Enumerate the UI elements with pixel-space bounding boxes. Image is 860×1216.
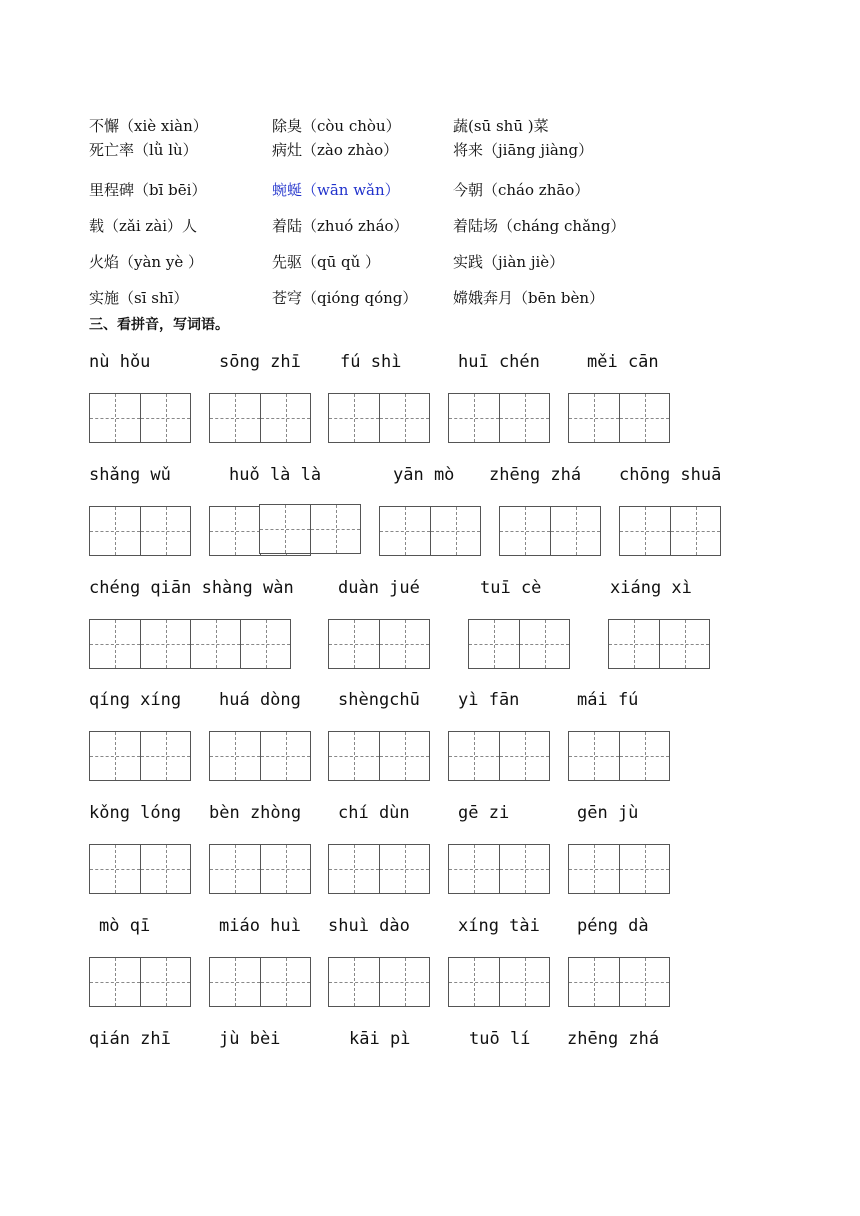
writing-grid[interactable]: [468, 619, 570, 669]
pinyin-label: zhēng zhá: [489, 465, 582, 485]
pinyin-label: qíng xíng: [89, 690, 182, 710]
pinyin-label: bèn zhòng: [209, 803, 302, 823]
pinyin-label: yān mò: [393, 465, 455, 485]
writing-grid[interactable]: [89, 731, 191, 781]
pinyin-label: chōng shuā: [619, 465, 722, 485]
writing-grid[interactable]: [209, 957, 311, 1007]
writing-grid[interactable]: [499, 506, 601, 556]
pinyin-label: duàn jué: [338, 578, 420, 598]
writing-grid[interactable]: [209, 731, 311, 781]
writing-grid[interactable]: [328, 957, 430, 1007]
selection-item: 除臭（còu chòu）: [272, 117, 401, 135]
pinyin-label: tuō lí: [469, 1029, 531, 1049]
selection-item: 将来（jiāng jiàng）: [453, 141, 594, 159]
pinyin-label: xiáng xì: [610, 578, 692, 598]
selection-item: 今朝（cháo zhāo）: [453, 181, 590, 199]
selection-item: 里程碑（bī bēi）: [89, 181, 207, 199]
selection-item: 着陆场（cháng chǎng）: [453, 217, 626, 235]
writing-grid[interactable]: [209, 844, 311, 894]
pinyin-label: kǒng lóng: [89, 803, 182, 823]
selection-item: 着陆（zhuó zháo）: [272, 217, 409, 235]
pinyin-label: xíng tài: [458, 916, 540, 936]
writing-grid[interactable]: [568, 393, 670, 443]
pinyin-label: huī chén: [458, 352, 540, 372]
pinyin-label: mái fú: [577, 690, 639, 710]
selection-item: 苍穹（qióng qóng）: [272, 289, 418, 307]
pinyin-label: péng dà: [577, 916, 649, 936]
selection-item: 火焰（yàn yè ）: [89, 253, 203, 271]
pinyin-label: fú shì: [340, 352, 402, 372]
selection-item: 不懈（xiè xiàn）: [89, 117, 208, 135]
pinyin-label: shuì dào: [328, 916, 410, 936]
selection-item: 死亡率（lǜ lù）: [89, 141, 198, 159]
pinyin-label: miáo huì: [219, 916, 301, 936]
writing-grid[interactable]: [259, 504, 361, 554]
writing-grid[interactable]: [568, 957, 670, 1007]
pinyin-label: chéng qiān shàng wàn: [89, 578, 294, 598]
writing-grid[interactable]: [89, 393, 191, 443]
writing-grid[interactable]: [568, 844, 670, 894]
pinyin-label: chí dùn: [338, 803, 410, 823]
pinyin-label: shèngchū: [338, 690, 420, 710]
writing-grid[interactable]: [448, 731, 550, 781]
section-title: 三、看拼音，写词语。: [89, 317, 229, 333]
writing-grid[interactable]: [568, 731, 670, 781]
writing-grid[interactable]: [328, 393, 430, 443]
writing-grid[interactable]: [209, 393, 311, 443]
writing-grid[interactable]: [619, 506, 721, 556]
selection-item: 蔬(sū shū )菜: [453, 117, 549, 135]
pinyin-label: nù hǒu: [89, 352, 151, 372]
pinyin-label: gē zi: [458, 803, 510, 823]
pinyin-label: huá dòng: [219, 690, 301, 710]
writing-grid[interactable]: [328, 619, 430, 669]
writing-grid[interactable]: [89, 506, 191, 556]
pinyin-label: gēn jù: [577, 803, 639, 823]
selection-item: 实施（sī shī）: [89, 289, 189, 307]
pinyin-label: sōng zhī: [219, 352, 301, 372]
pinyin-label: huǒ là là: [229, 465, 322, 485]
writing-grid[interactable]: [379, 506, 481, 556]
pinyin-label: měi cān: [587, 352, 659, 372]
writing-grid[interactable]: [89, 844, 191, 894]
pinyin-label: shǎng wǔ: [89, 465, 171, 485]
writing-grid[interactable]: [89, 619, 291, 669]
writing-grid[interactable]: [448, 393, 550, 443]
writing-grid[interactable]: [448, 844, 550, 894]
writing-grid[interactable]: [608, 619, 710, 669]
writing-grid[interactable]: [448, 957, 550, 1007]
selection-item: 载（zǎi zài）人: [89, 217, 198, 235]
selection-item: 先驱（qū qǔ ）: [272, 253, 381, 271]
selection-item: 实践（jiàn jiè）: [453, 253, 565, 271]
writing-grid[interactable]: [328, 844, 430, 894]
writing-grid[interactable]: [328, 731, 430, 781]
pinyin-label: mò qī: [99, 916, 151, 936]
selection-item: 病灶（zào zhào）: [272, 141, 399, 159]
pinyin-label: jù bèi: [219, 1029, 281, 1049]
pinyin-label: zhēng zhá: [567, 1029, 660, 1049]
selection-item: 蜿蜒（wān wǎn）: [272, 181, 400, 199]
selection-item: 嫦娥奔月（bēn bèn）: [453, 289, 605, 307]
pinyin-label: yì fān: [458, 690, 520, 710]
writing-grid[interactable]: [89, 957, 191, 1007]
pinyin-label: tuī cè: [480, 578, 542, 598]
pinyin-label: qián zhī: [89, 1029, 171, 1049]
pinyin-label: kāi pì: [349, 1029, 411, 1049]
